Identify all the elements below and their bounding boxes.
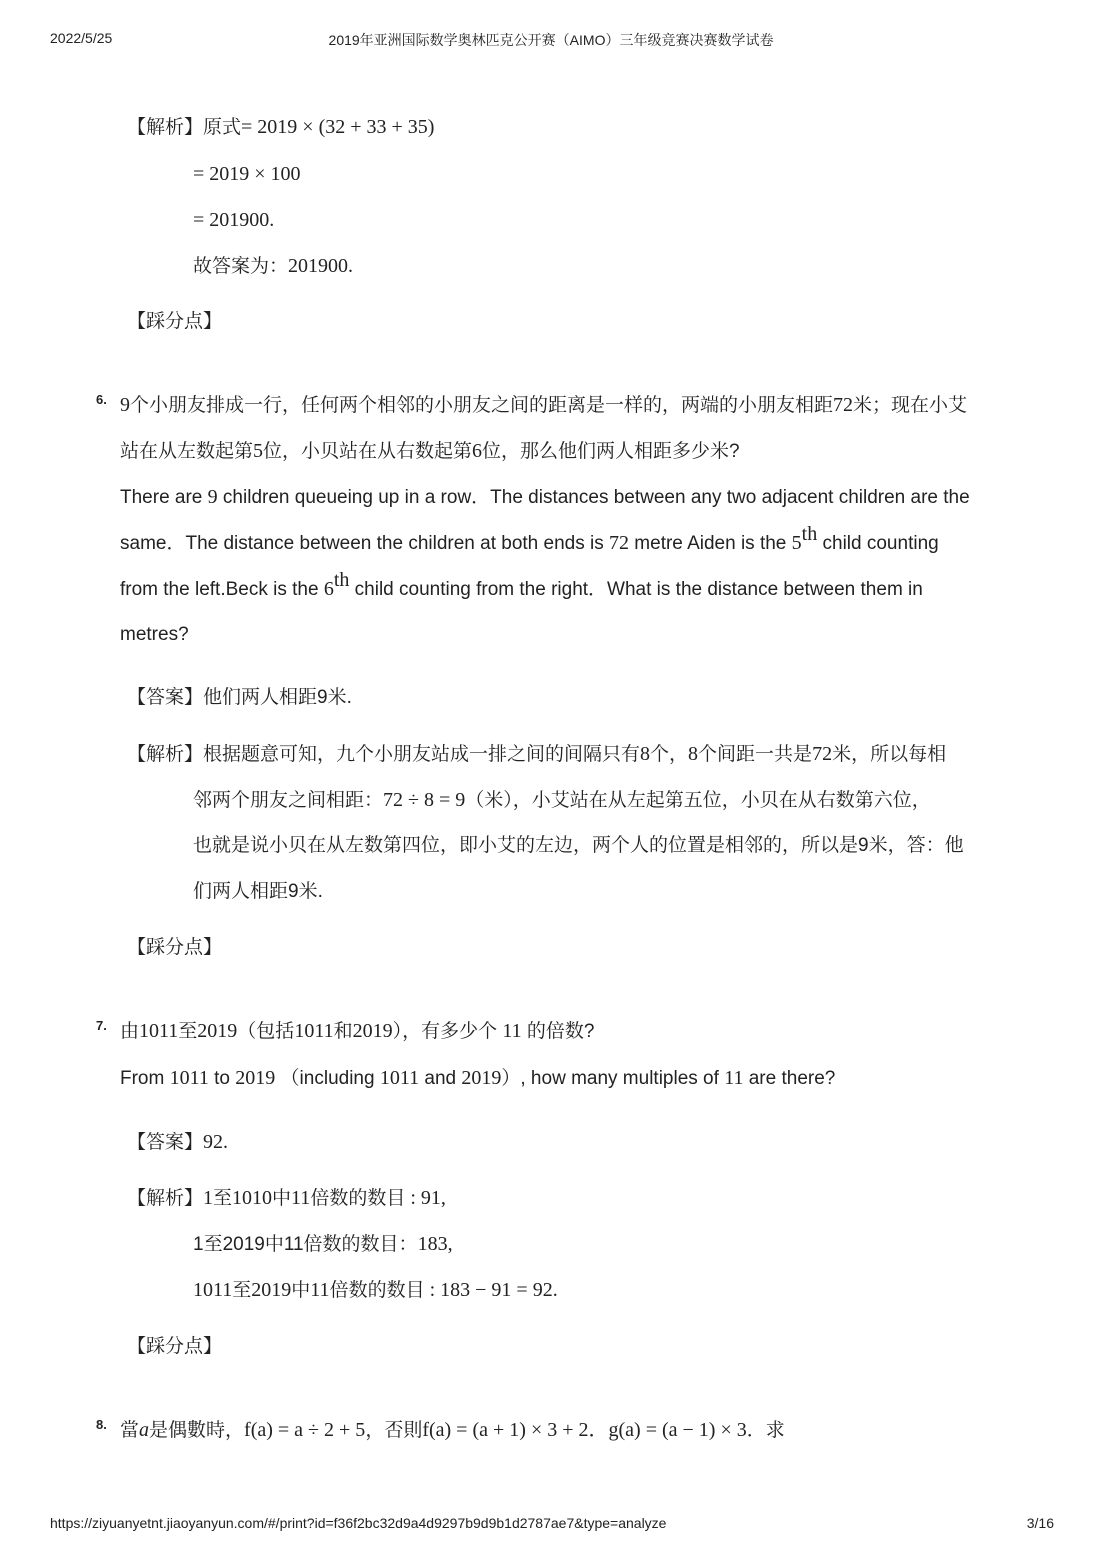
q5-equation-2: = 2019 × 100	[193, 163, 301, 185]
q7-en-text: are there?	[743, 1068, 836, 1089]
q8-text: 當	[120, 1420, 140, 1441]
q5-answer-line	[193, 254, 353, 279]
q6-en-text: child counting	[817, 533, 939, 554]
q6-cn-line-2	[120, 439, 740, 464]
q6-en-text: metre Aiden is the	[629, 533, 792, 554]
q6-analysis-label: 【解析】	[127, 744, 204, 765]
q6-analysis-line-1	[127, 742, 946, 767]
q7-analysis-num: 1011	[193, 1279, 233, 1301]
q6-analysis-num: 8	[688, 743, 699, 765]
q6-cn-num: 6	[472, 440, 483, 462]
q7-analysis-text: 中	[272, 1188, 292, 1209]
q7-cn-text: ），有多少个	[392, 1021, 503, 1042]
q6-ordinal-sup: th	[801, 523, 818, 545]
q8-line	[120, 1418, 785, 1443]
q7-en-line	[120, 1066, 835, 1091]
q6-cn-num: 72	[833, 394, 854, 416]
q7-answer-value: 92.	[203, 1131, 229, 1153]
q8-text: 是偶數時，	[149, 1420, 245, 1441]
page-url[interactable]: https://ziyuanyetnt.jiaoyanyun.com/#/print?id=f36f2bc32d9a4d9297b9d9b1d2787ae7&type=analyze	[50, 1515, 667, 1531]
q6-en-text: child counting from the right．What is the distance between them in	[349, 579, 923, 600]
q5-analysis-label: 【解析】	[127, 117, 204, 138]
q7-cn-num: 11	[502, 1020, 522, 1042]
q7-analysis-num: 2019	[251, 1279, 292, 1301]
q7-en-num: 11	[724, 1067, 744, 1089]
document-title: 2019年亚洲国际数学奥林匹克公开赛（AIMO）三年级竞赛决赛数学试卷	[328, 32, 774, 48]
q6-analysis-num: 8	[640, 743, 651, 765]
q7-en-text: （including	[275, 1068, 380, 1089]
q7-cn-text: 由	[120, 1021, 140, 1042]
q5-analysis-text: 原式	[203, 117, 242, 138]
q7-analysis-text: 倍数的数目	[329, 1280, 425, 1301]
q6-analysis-text: 邻两个朋友之间相距：	[193, 790, 384, 811]
q7-cn-text: 和	[333, 1021, 353, 1042]
q7-number: 7.	[96, 1018, 107, 1033]
q6-en-num: 72	[609, 532, 630, 554]
q6-analysis-num: 72	[812, 743, 833, 765]
q6-cn-num: 9	[120, 394, 130, 416]
q6-en-num: 6	[323, 578, 334, 600]
q7-points-label: 【踩分点】	[127, 1336, 223, 1357]
q8-formula: f(a) = (a + 1) × 3 + 2	[422, 1419, 589, 1441]
q8-number: 8.	[96, 1417, 107, 1432]
q7-analysis-text: 倍数的数目	[310, 1188, 406, 1209]
q6-analysis-line-3: 也就是说小贝在从左数第四位，即小艾的左边，两个人的位置是相邻的，所以是9米，答：他	[193, 835, 964, 856]
q8-formula: g(a) = (a − 1) × 3	[608, 1419, 747, 1441]
q7-en-num: 2019	[461, 1067, 502, 1089]
q7-cn-text: （包括	[237, 1021, 295, 1042]
q8-text: ，否則	[365, 1420, 423, 1441]
q7-en-text: and	[419, 1068, 462, 1089]
q7-en-text: From	[120, 1068, 170, 1089]
q6-analysis-text: 个间距一共是	[698, 744, 813, 765]
q7-cn-text: 的倍数?	[521, 1021, 595, 1042]
q5-answer-prefix: 故答案为：	[193, 256, 289, 277]
q7-en-num: 1011	[169, 1067, 209, 1089]
q7-analysis-num: 1010	[232, 1187, 273, 1209]
q6-en-num: 9	[207, 486, 218, 508]
q8-formula: f(a) = a ÷ 2 + 5	[244, 1419, 366, 1441]
q6-cn-text: 个小朋友排成一行，任何两个相邻的小朋友之间的距离是一样的，两端的小朋友相距	[130, 395, 834, 416]
q5-analysis-line-1	[127, 115, 434, 140]
q6-en-line-4: metres?	[120, 624, 189, 645]
q5-answer-value: 201900.	[288, 255, 354, 277]
q7-analysis-label: 【解析】	[127, 1188, 204, 1209]
q6-answer-label: 【答案】	[127, 687, 204, 708]
q6-en-text: from the left.Beck is the	[120, 579, 324, 600]
q7-cn-line	[120, 1019, 595, 1044]
q6-analysis-text: 米，所以每相	[832, 744, 947, 765]
q7-cn-num: 2019	[197, 1020, 238, 1042]
q7-cn-text: 至	[178, 1021, 198, 1042]
q6-points-label: 【踩分点】	[127, 937, 223, 958]
q6-ordinal-sup: th	[333, 569, 350, 591]
q6-en-text: children queueing up in a row．The distances between any two adjacent children are the	[217, 487, 970, 508]
q7-analysis-text: 1至2019中11倍数的数目：	[193, 1234, 418, 1255]
q5-equation-1: = 2019 × (32 + 33 + 35)	[241, 116, 435, 138]
q6-analysis-text: （米），小艾站在从左起第五位，小贝在从右数第六位，	[465, 790, 931, 811]
q6-en-text: same．The distance between the children at both ends is	[120, 533, 610, 554]
q7-analysis-line-1	[127, 1186, 446, 1211]
q6-en-text: There are	[120, 487, 208, 508]
q7-en-num: 1011	[379, 1067, 420, 1089]
q5-equation-3: = 201900.	[193, 209, 275, 231]
print-date: 2022/5/25	[50, 30, 113, 46]
q7-analysis-num: 11	[291, 1187, 311, 1209]
q7-analysis-num: : 91,	[405, 1187, 446, 1209]
page-number: 3/16	[1026, 1515, 1054, 1531]
q7-en-num: 2019	[235, 1067, 276, 1089]
q6-cn-line-1	[120, 393, 967, 418]
q6-cn-text: 位，那么他们两人相距多少米?	[482, 441, 740, 462]
q7-cn-num: 2019	[352, 1020, 393, 1042]
q7-analysis-text: 至	[232, 1280, 252, 1301]
q7-answer-label: 【答案】	[127, 1132, 204, 1153]
q7-analysis-line-2	[193, 1232, 453, 1257]
q6-analysis-line-2	[193, 788, 931, 813]
q6-analysis-equation: 72 ÷ 8 = 9	[383, 789, 466, 811]
q8-text: ．	[588, 1419, 609, 1441]
q7-analysis-num: 1	[203, 1187, 214, 1209]
q5-points-label: 【踩分点】	[127, 311, 223, 332]
q6-analysis-text: 个，	[650, 744, 689, 765]
q6-en-line-1	[120, 485, 970, 510]
q6-analysis-line-4: 们两人相距9米.	[193, 881, 323, 902]
q6-en-num: 5	[791, 532, 802, 554]
q6-analysis-text: 根据题意可知，九个小朋友站成一排之间的间隔只有	[203, 744, 641, 765]
q6-answer-line	[127, 686, 352, 710]
q7-analysis-text: 至	[213, 1188, 233, 1209]
q7-analysis-num: 11	[310, 1279, 330, 1301]
q8-text: ．求	[746, 1420, 785, 1441]
q7-analysis-line-3	[193, 1278, 558, 1303]
q7-analysis-text: 中	[291, 1280, 311, 1301]
q7-analysis-num: 183,	[417, 1233, 453, 1255]
q6-cn-text: 站在从左数起第	[120, 441, 254, 462]
q6-number: 6.	[96, 392, 107, 407]
q7-cn-num: 1011	[294, 1020, 334, 1042]
q6-en-line-3	[120, 569, 923, 602]
q7-answer-line	[127, 1130, 228, 1155]
q6-cn-num: 5	[253, 440, 264, 462]
q7-en-text: to	[208, 1068, 236, 1089]
q8-variable: a	[139, 1419, 150, 1441]
q6-cn-text: 位，小贝站在从右数起第	[263, 441, 473, 462]
q7-analysis-equation: : 183 − 91 = 92.	[424, 1279, 558, 1301]
q6-answer-text: 他们两人相距9米.	[203, 687, 352, 708]
q7-en-text: ）, how many multiples of	[501, 1068, 725, 1089]
q6-en-line-2	[120, 523, 939, 556]
q6-cn-text: 米；现在小艾	[853, 395, 968, 416]
q7-cn-num: 1011	[139, 1020, 179, 1042]
